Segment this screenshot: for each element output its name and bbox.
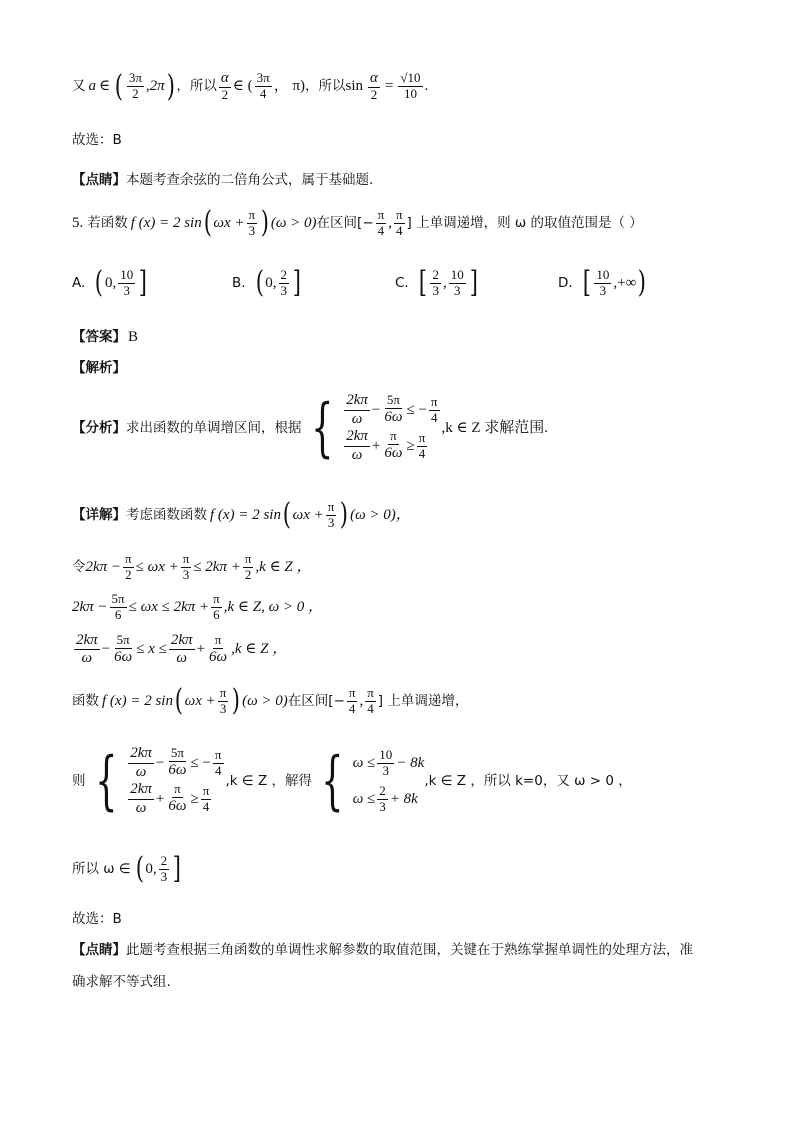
- fraction: $\frac{3\pi}{2}$: [128, 70, 142, 102]
- analysis-tag: 【解析】: [72, 360, 126, 376]
- step-1: 令 2kπ − $\frac{\pi}{2}$ ≤ ωx + $\frac{\pi}{3}$ ≤ 2kπ + $\frac{\pi}{2}$ ,k ∈ Z ，: [72, 551, 312, 582]
- step-5: 则 { $\frac{2k\pi}{\omega}$ − $\frac{5\pi}{6\omega}$ ≤ − $\frac{\pi}{4}$ $\frac{2k\pi}{\omega}$ + $\frac{\pi}{6\omega}$ ≥ $\frac{\pi}{4}$ ,k ∈ Z ，解得 { ω ≤ $\frac{10}{3}$ − 8k ω ≤ $\frac{2}{3}$ + 8k ,k ∈ Z ，所以 k=0，又 ω > 0 ，: [72, 744, 632, 818]
- option-a[interactable]: A. ( 0, $\frac{10}{3}$ ]: [72, 265, 148, 301]
- step-2: 2kπ − $\frac{5\pi}{6}$ ≤ ωx ≤ 2kπ + $\frac{\pi}{6}$ ,k ∈ Z, ω > 0 ，: [72, 591, 324, 622]
- option-d[interactable]: D. [ $\frac{10}{3}$ ,+∞ ): [558, 265, 647, 301]
- detail-line: 【详解】 考虑函数函数 f (x) = 2 sin ( ωx + $\frac{\pi}{3}$ ) (ω > 0)，: [72, 497, 411, 533]
- tip-final: 【点睛】此题考查根据三角函数的单调性求解参数的取值范围，关键在于熟练掌握单调性的处理方法，准: [72, 942, 693, 958]
- analysis-line: 【分析】 求出函数的单调增区间，根据 { $\frac{2k\pi}{\omega}$ − $\frac{5\pi}{6\omega}$ ≤ − $\frac{\pi}{4}$ $\frac{2k\pi}{\omega}$ + $\frac{\pi}{6\omega}$ ≥ $\frac{\pi}{4}$ ,k ∈ Z 求解范围.: [72, 391, 549, 465]
- option-c[interactable]: C. [ $\frac{2}{3}$ , $\frac{10}{3}$ ]: [395, 265, 478, 301]
- tip-line: 【点睛】本题考查余弦的二倍角公式，属于基础题.: [72, 172, 374, 188]
- line-1: 又 a ∈ ( $\frac{3\pi}{2}$ ,2π ) ，所以 $\frac{\alpha}{2}$ ∈ ( $\frac{3\pi}{4}$ ， π) ，所以 sin $\frac{\alpha}{2}$ = $\frac{√10}{10}$ .: [72, 68, 429, 104]
- option-b[interactable]: B. ( 0, $\frac{2}{3}$ ]: [232, 265, 301, 301]
- final-answer: 故选：B: [72, 911, 122, 927]
- answer-line: 故选：B: [72, 132, 122, 148]
- step-6: 所以 ω ∈ ( 0, $\frac{2}{3}$ ]: [72, 851, 182, 887]
- question-5: 5. 若函数 f (x) = 2 sin ( ωx + $\frac{\pi}{3}$ ) (ω > 0) 在区间[− $\frac{\pi}{4}$ , $\frac{\pi}{4}$ ] 上单调递增，则 ω 的取值范围是（ ）: [72, 205, 643, 241]
- step-4: 函数 f (x) = 2 sin ( ωx + $\frac{\pi}{3}$ ) (ω > 0) 在区间[− $\frac{\pi}{4}$ , $\frac{\pi}{4}$ ] 上单调递增，: [72, 683, 469, 719]
- answer-tag: 【答案】 B: [72, 329, 139, 345]
- tip-final-cont: 确求解不等式组.: [72, 974, 171, 990]
- step-3: $\frac{2k\pi}{\omega}$ − $\frac{5\pi}{6\omega}$ ≤ x ≤ $\frac{2k\pi}{\omega}$ + $\frac{\pi}{6\omega}$ ,k ∈ Z ，: [76, 632, 288, 667]
